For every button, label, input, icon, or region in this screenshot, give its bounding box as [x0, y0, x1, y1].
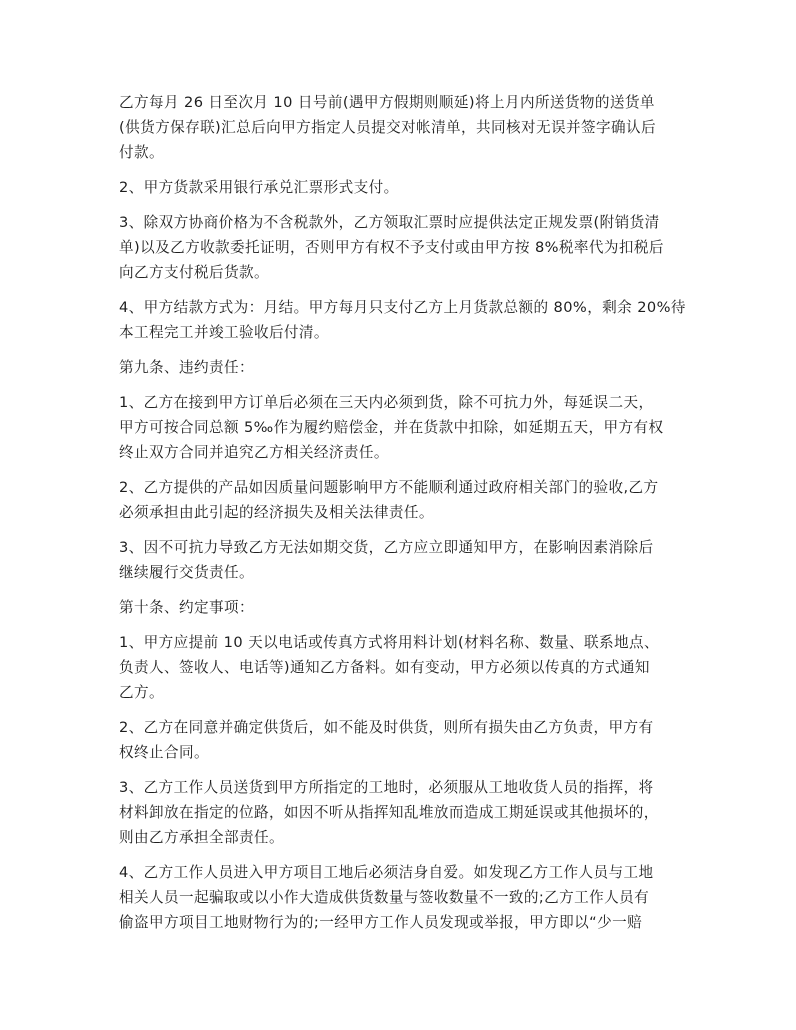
text-line: 2、甲方货款采用银行承兑汇票形式支付。	[119, 179, 399, 196]
paragraph-quality-liability	[119, 475, 684, 525]
text-line: 付款。	[119, 144, 164, 161]
paragraph-payment-reconciliation	[119, 90, 684, 165]
text-line: 乙方每月 26 日至次月 10 日号前(遇甲方假期则顺延)将上月内所送货物的送货单	[119, 94, 655, 111]
section-title: 第九条、违约责任：	[119, 359, 254, 376]
text-line: 继续履行交货责任。	[119, 564, 254, 581]
section-heading-breach-liability	[119, 355, 684, 380]
paragraph-worker-conduct	[119, 860, 684, 935]
text-line: 权终止合同。	[119, 744, 209, 761]
text-line: 负责人、签收人、电话等)通知乙方备料。如有变动，甲方必须以传真的方式通知	[119, 659, 650, 676]
text-line: 3、因不可抗力导致乙方无法如期交货，乙方应立即通知甲方，在影响因素消除后	[119, 539, 654, 556]
text-line: 材料卸放在指定的位路，如因不听从指挥知乱堆放而造成工期延误或其他损坏的，	[119, 804, 659, 821]
paragraph-supply-failure	[119, 715, 684, 765]
text-line: 4、乙方工作人员进入甲方项目工地后必须洁身自爱。如发现乙方工作人员与工地	[119, 864, 654, 881]
section-title: 第十条、约定事项：	[119, 599, 254, 616]
text-line: 偷盗甲方项目工地财物行为的;一经甲方工作人员发现或举报，甲方即以“少一赔	[119, 914, 643, 931]
text-line: 1、甲方应提前 10 天以电话或传真方式将用料计划(材料名称、数量、联系地点、	[119, 634, 660, 651]
text-line: 1、乙方在接到甲方订单后必须在三天内必须到货，除不可抗力外，每延误二天，	[119, 394, 654, 411]
text-line: (供货方保存联)汇总后向甲方指定人员提交对帐清单，共同核对无误并签字确认后	[119, 119, 656, 136]
paragraph-settlement-terms	[119, 295, 684, 345]
paragraph-force-majeure	[119, 535, 684, 585]
paragraph-payment-method	[119, 175, 684, 200]
text-line: 2、乙方在同意并确定供货后，如不能及时供货，则所有损失由乙方负责，甲方有	[119, 719, 654, 736]
text-line: 4、甲方结款方式为：月结。甲方每月只支付乙方上月货款总额的 80%，剩余 20%待	[119, 299, 686, 316]
document-body	[119, 90, 684, 945]
text-line: 终止双方合同并追究乙方相关经济责任。	[119, 444, 389, 461]
text-line: 乙方。	[119, 684, 164, 701]
text-line: 甲方可按合同总额 5‰作为履约赔偿金，并在货款中扣除，如延期五天，甲方有权	[119, 419, 664, 436]
text-line: 必须承担由此引起的经济损失及相关法律责任。	[119, 504, 434, 521]
text-line: 3、除双方协商价格为不含税款外，乙方领取汇票时应提供法定正规发票(附销货清	[119, 214, 660, 231]
text-line: 本工程完工并竣工验收后付清。	[119, 324, 329, 341]
text-line: 相关人员一起骗取或以小作大造成供货数量与签收数量不一致的;乙方工作人员有	[119, 889, 650, 906]
text-line: 3、乙方工作人员送货到甲方所指定的工地时，必须服从工地收货人员的指挥，将	[119, 779, 654, 796]
paragraph-delivery-delay	[119, 390, 684, 465]
paragraph-site-delivery	[119, 775, 684, 850]
text-line: 向乙方支付税后货款。	[119, 264, 269, 281]
text-line: 则由乙方承担全部责任。	[119, 829, 284, 846]
paragraph-invoice-requirement	[119, 210, 684, 285]
text-line: 单)以及乙方收款委托证明，否则甲方有权不予支付或由甲方按 8%税率代为扣税后	[119, 239, 664, 256]
paragraph-material-plan	[119, 630, 684, 705]
section-heading-agreed-matters	[119, 595, 684, 620]
text-line: 2、乙方提供的产品如因质量问题影响甲方不能顺利通过政府相关部门的验收,乙方	[119, 479, 659, 496]
